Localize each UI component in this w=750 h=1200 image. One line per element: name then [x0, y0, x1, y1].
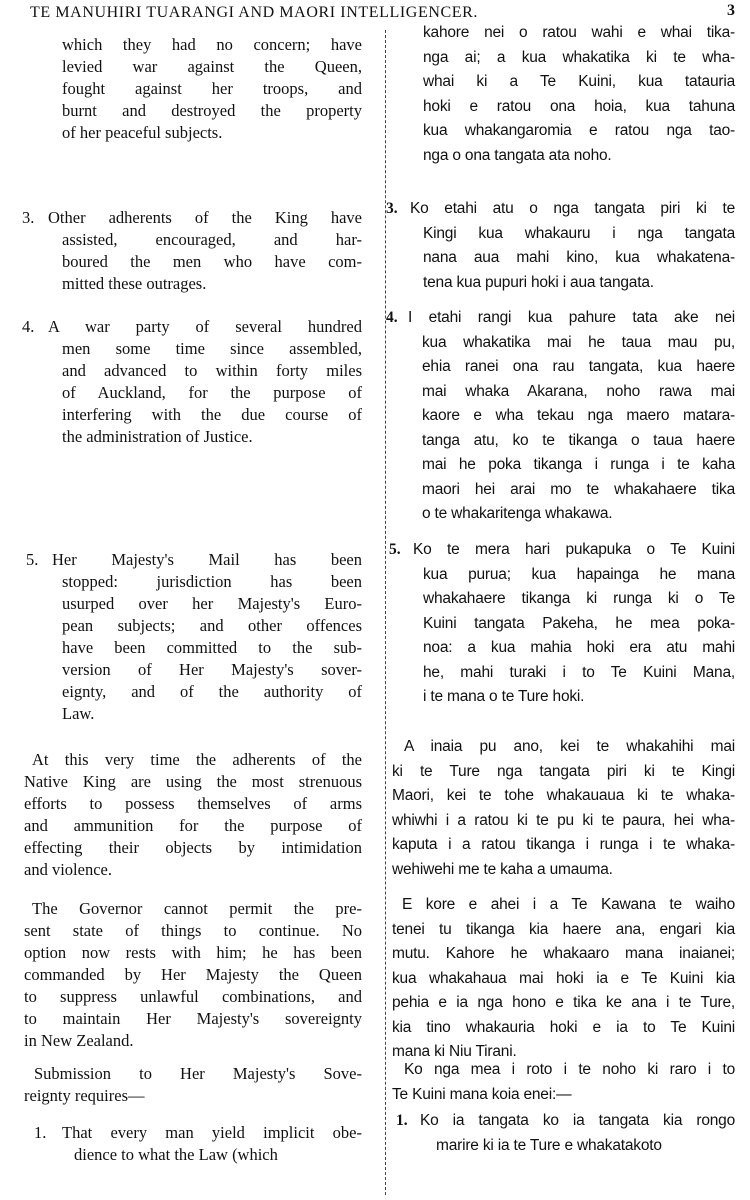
text-line: whakahaere tikanga ki runga ki o Te	[423, 590, 735, 607]
text-line: A inaia pu ano, kei te whakahihi mai	[404, 738, 735, 755]
text-line: pehia e ia nga hono e tika ke ana i te Ture,	[392, 994, 735, 1011]
page-number: 3	[727, 2, 735, 19]
text-line: dience to what the Law (which	[74, 1145, 278, 1164]
text-line: ehia ranei ona rau tangata, kua haere	[422, 358, 735, 375]
text-line: and violence.	[24, 860, 112, 879]
item-number: 5.	[389, 541, 401, 558]
text-line: E kore e ahei i a Te Kawana te waiho	[402, 896, 735, 913]
text-line: he, mahi turaki i to Te Kuini Mana,	[423, 663, 735, 681]
text-line: kaputa i a ratou tikanga i runga i te whaka-	[392, 836, 735, 853]
text-line: mai he poka tikanga i runga i te kaha	[422, 456, 735, 473]
text-line: nga ai; a kua whakatika ki te wha-	[423, 48, 735, 66]
text-line: reignty requires—	[24, 1086, 145, 1105]
list-item-5	[413, 538, 735, 710]
text-line: and ammunition for the purpose of	[24, 816, 362, 835]
text-line: i te mana o te Ture hoki.	[423, 688, 585, 705]
text-line: Kuini tangata Pakeha, he mea poka-	[423, 614, 735, 632]
text-line: stopped: jurisdiction has been	[62, 572, 362, 591]
text-line: version of Her Majesty's sover-	[62, 660, 362, 679]
text-line: kua whakangaromia e ratou nga tao-	[423, 122, 735, 139]
text-line: The Governor cannot permit the pre-	[32, 899, 362, 918]
text-line: A war party of several hundred	[48, 317, 362, 336]
text-line: Ko nga mea i roto i te noho ki raro i to	[404, 1061, 735, 1078]
text-line: and advanced to within forty miles	[62, 361, 362, 380]
paragraph-ko-nga-mea	[392, 1058, 735, 1107]
text-line: mai whaka Akarana, noho rawa mai	[422, 382, 735, 400]
text-line: o te whakaritenga whakawa.	[422, 505, 613, 522]
list-item-3	[48, 207, 362, 295]
text-line: Native King are using the most strenuous	[24, 772, 362, 791]
text-line: of her peaceful subjects.	[62, 123, 223, 142]
text-line: burnt and destroyed the property	[62, 101, 362, 120]
text-line: hoki e ratou ona hoia, kua tahuna	[423, 97, 735, 115]
text-line: efforts to possess themselves of arms	[24, 794, 362, 813]
text-line: marire ki ia te Ture e whakatakoto	[436, 1136, 662, 1154]
text-line: wehiwehi me te kaha a umauma.	[392, 860, 613, 878]
item-number: 1.	[34, 1123, 47, 1142]
text-line: men some time since assembled,	[62, 339, 362, 358]
text-line: tanga atu, ko te tikanga o taua haere	[422, 431, 735, 449]
text-line: kia tino whakauria hoki e ia to Te Kuini	[392, 1018, 735, 1036]
paragraph-submission	[24, 1063, 362, 1107]
text-line: fought against her troops, and	[62, 79, 362, 98]
text-line: kua whakahaua mai hoki ia e Te Kuini kia	[392, 969, 735, 987]
text-line: sent state of things to continue. No	[24, 921, 362, 940]
list-item-1	[420, 1109, 735, 1158]
text-line: of Auckland, for the purpose of	[62, 383, 362, 402]
text-line: interfering with the due course of	[62, 405, 362, 424]
text-line: commanded by Her Majesty the Queen	[24, 965, 362, 984]
text-line: Submission to Her Majesty's Sove-	[34, 1064, 362, 1083]
item-number: 5.	[26, 550, 39, 569]
text-line: pean subjects; and other offences	[62, 616, 362, 635]
text-line: eignty, and of the authority of	[62, 682, 362, 701]
list-item-5	[52, 549, 362, 725]
text-line: Te Kuini mana koia enei:—	[392, 1085, 572, 1103]
paragraph-adherents	[24, 749, 362, 881]
text-line: have been committed to the sub-	[62, 638, 362, 657]
text-line: levied war against the Queen,	[62, 57, 362, 76]
list-item-1	[62, 1122, 362, 1166]
text-line: whiwhi i a ratou ki te pu ki te paura, hei wha-	[392, 811, 735, 829]
text-line: I etahi rangi kua pahure tata ake nei	[408, 309, 735, 326]
text-line: which they had no concern; have	[62, 35, 362, 54]
text-line: Law.	[62, 704, 95, 723]
text-line: kaore e wha tekau nga maero matara-	[422, 407, 735, 424]
text-line: Her Majesty's Mail has been	[52, 550, 362, 569]
paragraph-governor	[24, 898, 362, 1052]
text-line: nana aua mahi kino, kua whakatena-	[423, 249, 735, 266]
text-line: At this very time the adherents of the	[32, 750, 362, 769]
text-line: Kingi kua whakauru i nga tangata	[423, 224, 735, 242]
list-item-3	[410, 197, 735, 295]
text-line: boured the men who have com-	[62, 252, 362, 271]
text-line: That every man yield implicit obe-	[62, 1123, 362, 1142]
text-line: noa: a kua mahia hoki era atu mahi	[423, 639, 735, 656]
text-line: effecting their objects by intimidation	[24, 838, 362, 857]
text-line: to suppress unlawful combinations, and	[24, 987, 362, 1006]
list-item-4	[48, 316, 362, 448]
text-line: mutu. Kahore he whakaaro mana inaianei;	[392, 945, 735, 962]
list-item-4	[408, 306, 735, 527]
paragraph-kawana	[392, 893, 735, 1065]
item-number: 3.	[386, 200, 398, 217]
text-line: assisted, encouraged, and har-	[62, 230, 362, 249]
paragraph-continued	[62, 34, 362, 144]
item-number: 3.	[22, 208, 35, 227]
paragraph-continued	[423, 21, 735, 168]
text-line: Ko te mera hari pukapuka o Te Kuini	[413, 541, 735, 558]
text-line: kua whakatika mai he taua mau pu,	[422, 333, 735, 351]
text-line: Ko etahi atu o nga tangata piri ki te	[410, 200, 735, 217]
text-line: nga o ona tangata ata noho.	[423, 146, 612, 164]
text-line: tena kua pupuri hoki i aua tangata.	[423, 273, 654, 291]
text-line: kahore nei o ratou wahi e whai tika-	[423, 24, 735, 41]
text-line: option now rests with him; he has been	[24, 943, 362, 962]
text-line: Maori, kei te tohe whakauaua ki te whaka-	[392, 787, 735, 804]
text-line: Ko ia tangata ko ia tangata kia rongo	[420, 1112, 735, 1129]
text-line: in New Zealand.	[24, 1031, 134, 1050]
item-number: 4.	[22, 317, 35, 336]
text-line: mana ki Niu Tirani.	[392, 1043, 517, 1060]
text-line: whai ki a Te Kuini, kua tatauria	[423, 73, 735, 90]
text-line: usurped over her Majesty's Euro-	[62, 594, 362, 613]
text-line: ki te Ture nga tangata piri ki te Kingi	[392, 762, 735, 780]
item-number: 1.	[396, 1112, 408, 1129]
running-header: TE MANUHIRI TUARANGI AND MAORI INTELLIGENCER.	[30, 4, 478, 21]
item-number: 4.	[386, 309, 398, 326]
text-line: maori hei arai mo te whakahaere tika	[422, 480, 735, 498]
text-line: mitted these outrages.	[62, 274, 207, 293]
text-line: Other adherents of the King have	[48, 208, 362, 227]
text-line: kua purua; kua hapainga he mana	[423, 565, 735, 583]
paragraph-inaia	[392, 735, 735, 882]
text-line: tenei tu tikanga kia haere ana, engari kia	[392, 920, 735, 938]
text-line: the administration of Justice.	[62, 427, 253, 446]
text-line: to maintain Her Majesty's sovereignty	[24, 1009, 362, 1028]
